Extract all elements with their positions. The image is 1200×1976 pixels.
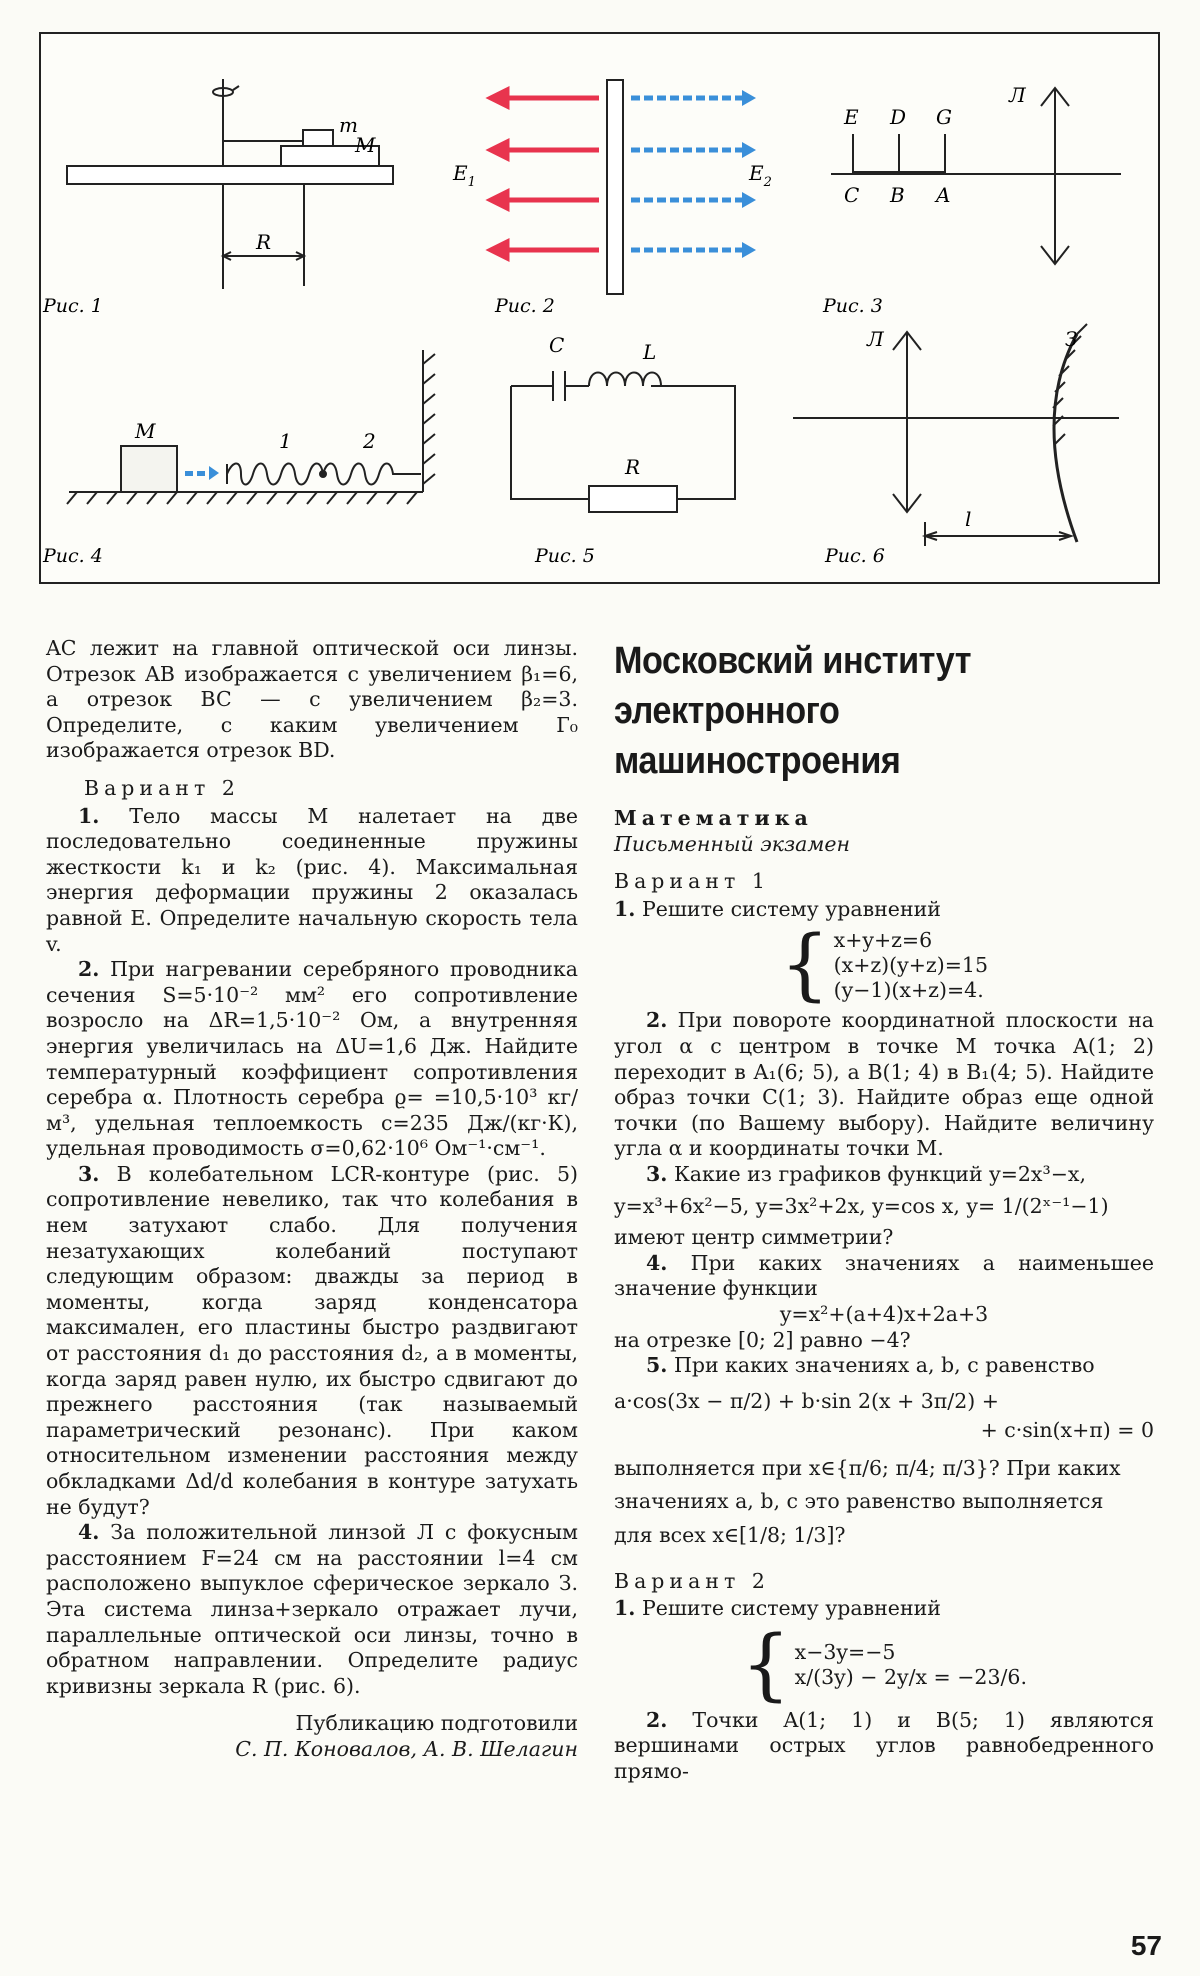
fig3-label-B: B bbox=[890, 183, 905, 207]
left-problem-4: 4. За положительной линзой Л с фокусным расстоянием F=24 см на расстоянии l=4 см расположено выпуклое сферическое зеркало З. Эта система линза+зеркало отражает лучи, параллельные оптической оси линзы, точно в обратном направлении. Определите радиус кривизны зеркала R (рис. 6). bbox=[46, 1520, 578, 1698]
fig4-velocity-arrow bbox=[185, 466, 219, 480]
fig3-label-C: C bbox=[844, 183, 860, 207]
fig3-lens-segments bbox=[831, 88, 1121, 264]
v1-problem-3-end: имеют центр симметрии? bbox=[614, 1225, 894, 1250]
left-problem-1: 1. Тело массы M налетает на две последовательно соединенные пружины жесткости k₁ и k₂ (рис. 4). Максимальная энергия деформации пружины 2 оказалась равной E. Определите начальную скорость тела v. bbox=[46, 803, 578, 956]
fig2-field-plate bbox=[491, 80, 756, 294]
fig3-label-G: G bbox=[936, 105, 952, 129]
right-column bbox=[614, 636, 1154, 1785]
fig3-label-lens: Л bbox=[1009, 83, 1026, 107]
system-2-eq1: x−3y=−5 bbox=[794, 1639, 896, 1664]
left-column bbox=[46, 636, 578, 1763]
v1-problem-5-formula1: a·cos(3x − π/2) + b·sin 2(x + 3π/2) + bbox=[614, 1388, 999, 1413]
fig2-red-arrows bbox=[491, 90, 599, 258]
v1-problem-5: 5. При каких значениях a, b, c равенство bbox=[646, 1353, 1095, 1378]
fig5-label-R: R bbox=[625, 455, 641, 479]
v1-problem-2: 2. При повороте координатной плоскости на угол α с центром в точке M точка A(1; 2) переходит в A₁(6; 5), а B(1; 4) в B₁(4; 5). Найдите образ точки C(1; 3). Найдите образ еще одной точки (по Вашему выбору). Найдите величину угла α и координаты точки M. bbox=[614, 1008, 1154, 1161]
left-problem-3: 3. В колебательном LCR-контуре (рис. 5) сопротивление невелико, так что колебания в нем затухают слабо. Для получения незатухающих колебаний поступают следующим образом: дважды за период в моменты, когда заряд конденсатора максимален, его пластины быстро раздвигают от расстояния d₁ до расстояния d₂, а в моменты, когда заряд равен нулю, их быстро сдвигают до прежнего расстояния (так называемый параметрический резонанс). При каком относительном изменении расстояния между обкладками Δd/d колебания в контуре затухать не будут? bbox=[46, 1161, 578, 1519]
fig5-lcr-circuit bbox=[511, 371, 735, 512]
system-2-eq2: x/(3y) − 2y/x = −23/6. bbox=[794, 1664, 1027, 1689]
credits bbox=[46, 1711, 578, 1762]
fig6-caption: Рис. 6 bbox=[825, 545, 885, 567]
fig1-label-m: m bbox=[339, 113, 358, 137]
fig2-caption: Рис. 2 bbox=[495, 295, 555, 317]
figures-svg bbox=[41, 34, 1158, 582]
fig5-label-C: C bbox=[549, 333, 565, 357]
fig5-caption: Рис. 5 bbox=[535, 545, 595, 567]
right-variant2-heading: Вариант 2 bbox=[614, 1568, 770, 1593]
fig6-label-dist: l bbox=[965, 507, 972, 531]
fig2-label-E1: $E_1$ bbox=[453, 161, 476, 190]
system-1-eq1: x+y+z=6 bbox=[833, 927, 933, 952]
fig4-label-spring2: 2 bbox=[363, 429, 376, 453]
v1-problem-5-end3: для всех x∈[1/8; 1/3]? bbox=[614, 1523, 846, 1548]
fig1-rotating-disk bbox=[67, 79, 393, 289]
fig3-caption: Рис. 3 bbox=[823, 295, 883, 317]
v1-problem-5-end2: значениях a, b, c это равенство выполняется bbox=[614, 1489, 1104, 1514]
v1-problem-4-formula: y=x²+(a+4)x+2a+3 bbox=[779, 1301, 989, 1326]
fig6-label-lens: Л bbox=[867, 327, 884, 351]
fig3-label-D: D bbox=[890, 105, 907, 129]
system-2 bbox=[614, 1619, 1154, 1710]
fig4-label-spring1: 1 bbox=[279, 429, 292, 453]
system-1-eq2: (x+z)(y+z)=15 bbox=[833, 952, 988, 977]
system-brace-icon: { bbox=[741, 1619, 791, 1710]
fig2-blue-arrows bbox=[631, 98, 746, 250]
v1-problem-3-functions: y=x³+6x²−5, y=3x²+2x, y=cos x, y= 1/(2ˣ⁻¹−1) bbox=[614, 1193, 1109, 1218]
subsection-heading: Письменный экзамен bbox=[614, 831, 851, 856]
credits-names: С. П. Коновалов, А. В. Шелагин bbox=[235, 1736, 578, 1761]
v1-problem-1: 1. Решите систему уравнений bbox=[614, 896, 941, 921]
fig4-mass-springs bbox=[67, 350, 435, 504]
fig6-label-mirror: З bbox=[1065, 327, 1078, 351]
left-problem-2: 2. При нагревании серебряного проводника сечения S=5·10⁻² мм² его сопротивление возросло на ΔR=1,5·10⁻² Ом, а внутренняя энергия увеличилась на ΔU=1,6 Дж. Найдите температурный коэффициент сопротивления серебра α. Плотность серебра ϱ= =10,5·10³ кг/м³, удельная теплоемкость c=235 Дж/(кг·К), удельная проводимость σ=0,62·10⁶ Ом⁻¹·см⁻¹. bbox=[46, 957, 578, 1161]
fig3-label-E: E bbox=[844, 105, 859, 129]
v1-problem-5-end1: выполняется при x∈{π/6; π/4; π/3}? При каких bbox=[614, 1455, 1121, 1480]
left-intro: AC лежит на главной оптической оси линзы. Отрезок AB изображается с увеличением β₁=6, а отрезок BC — с увеличением β₂=3. Определите, с каким увеличением Г₀ изображается отрезок BD. bbox=[46, 636, 578, 763]
fig2-label-E2: $E_2$ bbox=[749, 161, 772, 190]
v1-problem-4-end: на отрезке [0; 2] равно −4? bbox=[614, 1327, 911, 1352]
v2-problem-2: 2. Точки A(1; 1) и B(5; 1) являются вершинами острых углов равнобедренного прямо- bbox=[614, 1707, 1154, 1784]
section-heading: Математика bbox=[614, 806, 813, 830]
fig3-label-A: A bbox=[936, 183, 951, 207]
fig1-label-M: M bbox=[355, 133, 376, 157]
credits-line: Публикацию подготовили bbox=[295, 1711, 578, 1736]
article-title: Московский институт электронного машиностроения bbox=[614, 640, 972, 782]
v1-problem-3: 3. Какие из графиков функций y=2x³−x, bbox=[646, 1161, 1086, 1186]
v2-problem-1: 1. Решите систему уравнений bbox=[614, 1596, 941, 1621]
v1-problem-5-formula2: + c·sin(x+π) = 0 bbox=[980, 1418, 1154, 1443]
fig1-caption: Рис. 1 bbox=[43, 295, 103, 317]
system-1-eq3: (y−1)(x+z)=4. bbox=[833, 977, 984, 1002]
system-brace-icon: { bbox=[780, 920, 830, 1011]
fig4-label-M: M bbox=[135, 419, 156, 443]
fig5-label-L: L bbox=[643, 340, 657, 364]
left-variant-heading: Вариант 2 bbox=[84, 775, 240, 800]
page-number: 57 bbox=[1130, 1930, 1162, 1961]
v1-problem-4: 4. При каких значениях a наименьшее значение функции bbox=[614, 1250, 1154, 1301]
fig1-label-R: R bbox=[256, 230, 272, 254]
right-variant1-heading: Вариант 1 bbox=[614, 869, 770, 894]
fig6-lens-mirror bbox=[793, 324, 1119, 546]
fig4-caption: Рис. 4 bbox=[43, 545, 103, 567]
figure-panel bbox=[39, 32, 1160, 584]
system-1 bbox=[614, 920, 1154, 1011]
